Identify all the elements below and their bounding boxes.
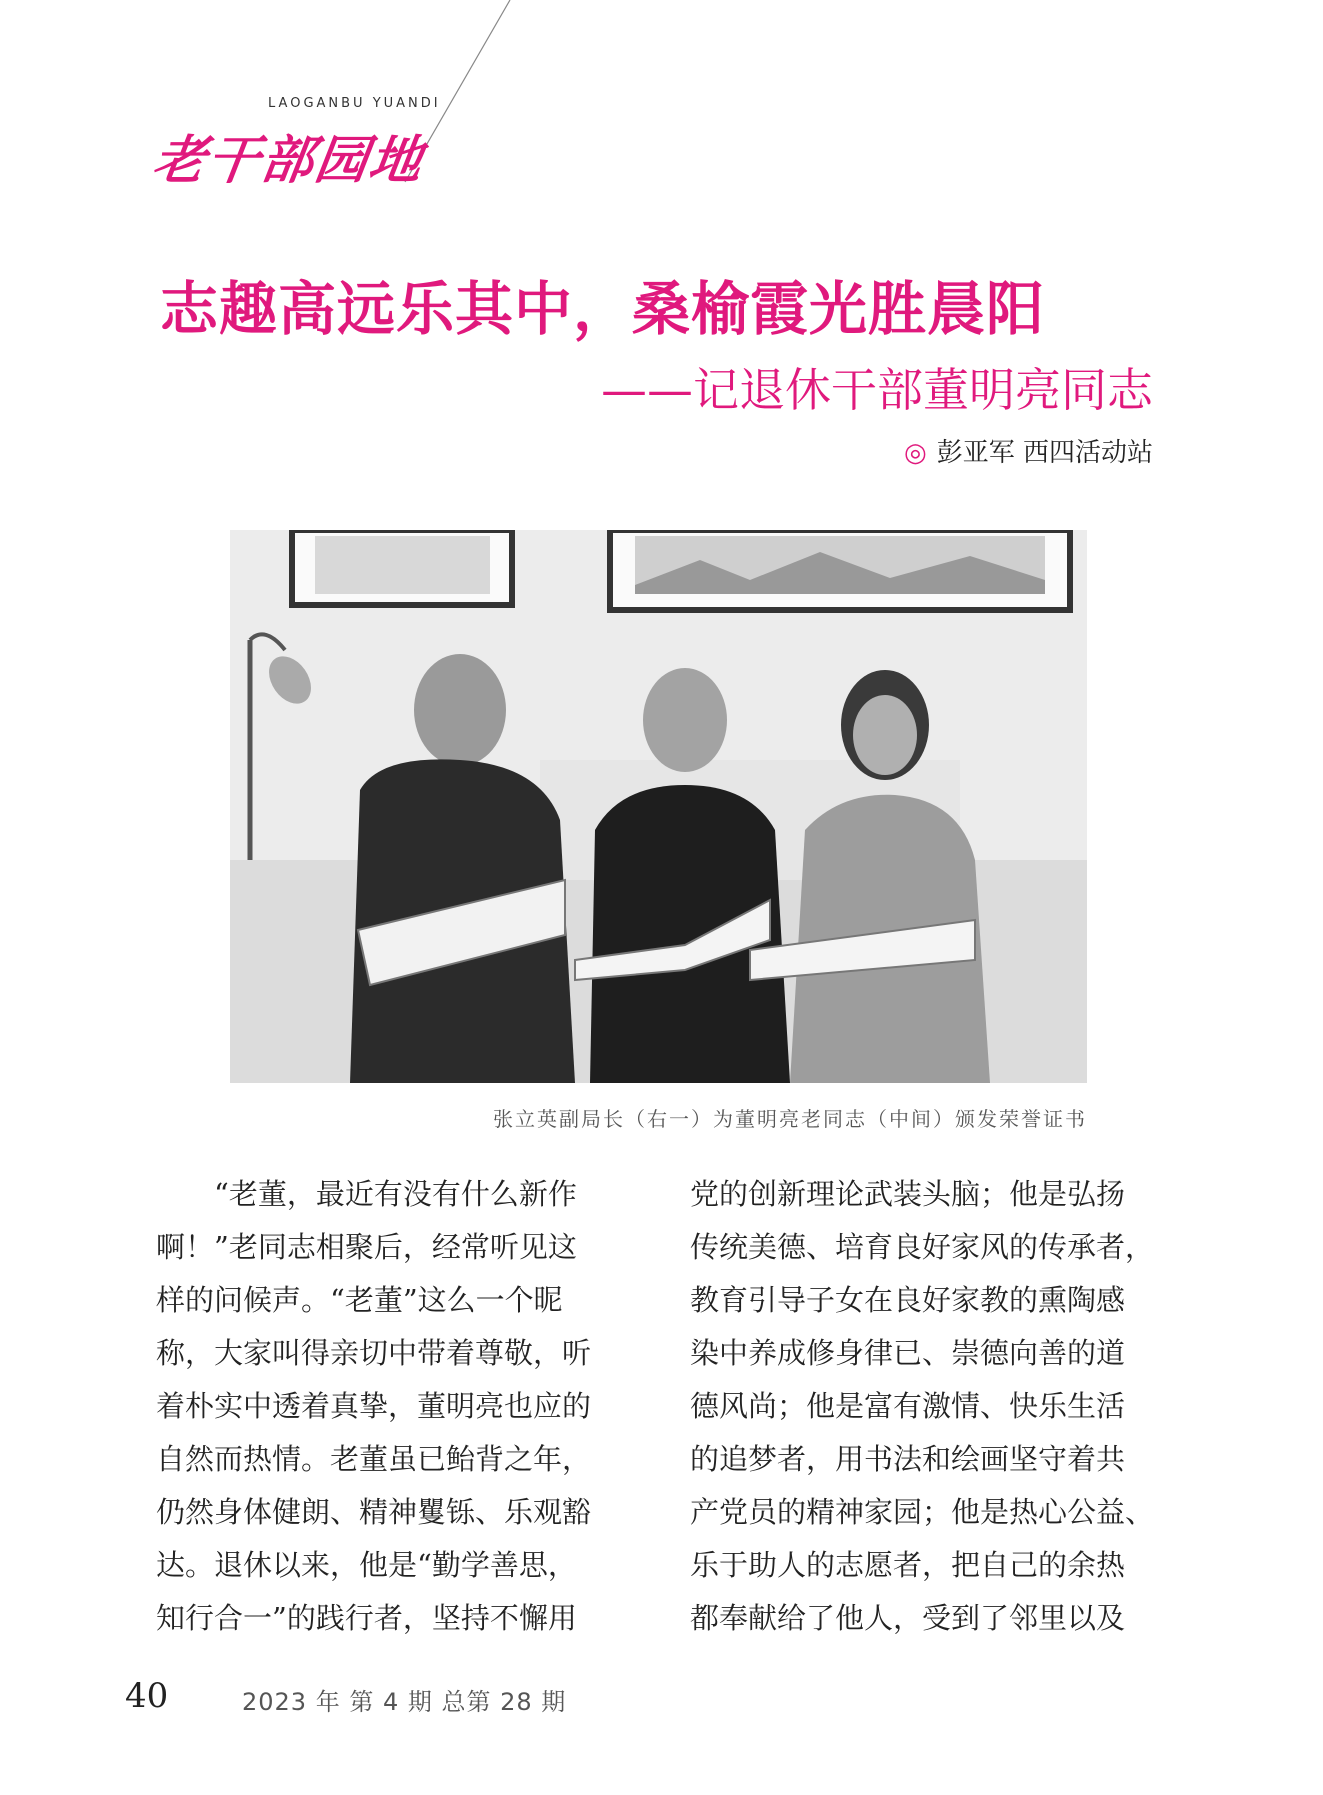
body-line: 乐于助人的志愿者，把自己的余热 (690, 1548, 1126, 1582)
issue-info: 2023 年 第 4 期 总第 28 期 (242, 1688, 567, 1716)
body-line: 样的问候声。“老董”这么一个昵 (156, 1283, 563, 1317)
page-number: 40 (125, 1676, 169, 1716)
body-line: 产党员的精神家园；他是热心公益、 (690, 1495, 1155, 1529)
body-line: 称，大家叫得亲切中带着尊敬，听 (156, 1336, 592, 1370)
body-line: 都奉献给了他人，受到了邻里以及 (690, 1601, 1126, 1635)
body-line: 着朴实中透着真挚，董明亮也应的 (156, 1389, 592, 1423)
body-line: 达。退休以来，他是“勤学善思， (156, 1548, 577, 1582)
article-title: 志趣高远乐其中，桑榆霞光胜晨阳 (160, 275, 1046, 343)
body-column-left (156, 1168, 626, 1645)
byline-author: 彭亚军 西四活动站 (936, 438, 1153, 468)
body-column-right (690, 1168, 1160, 1645)
article-subtitle: ——记退休干部董明亮同志 (601, 363, 1153, 417)
body-line: “老董，最近有没有什么新作 (156, 1177, 577, 1211)
photo-illustration (230, 530, 1087, 1083)
body-line: 教育引导子女在良好家教的熏陶感 (690, 1283, 1126, 1317)
body-line: 党的创新理论武装头脑；他是弘扬 (690, 1177, 1126, 1211)
body-line: 啊！”老同志相聚后，经常听见这 (156, 1230, 577, 1264)
body-line: 的追梦者，用书法和绘画坚守着共 (690, 1442, 1126, 1476)
article-photo (230, 530, 1087, 1083)
article-byline (904, 432, 1153, 469)
photo-caption: 张立英副局长（右一）为董明亮老同志（中间）颁发荣誉证书 (493, 1107, 1087, 1131)
body-line: 德风尚；他是富有激情、快乐生活 (690, 1389, 1126, 1423)
section-name-chinese: 老干部园地 (149, 130, 428, 191)
body-line: 自然而热情。老董虽已鲐背之年， (156, 1442, 592, 1476)
body-line: 仍然身体健朗、精神矍铄、乐观豁 (156, 1495, 592, 1529)
body-line: 知行合一”的践行者，坚持不懈用 (156, 1601, 577, 1635)
body-line: 传统美德、培育良好家风的传承者， (690, 1230, 1155, 1264)
byline-mark-icon: ◎ (904, 438, 927, 468)
section-name-english: LAOGANBU YUANDI (268, 96, 441, 111)
body-line: 染中养成修身律已、崇德向善的道 (690, 1336, 1126, 1370)
